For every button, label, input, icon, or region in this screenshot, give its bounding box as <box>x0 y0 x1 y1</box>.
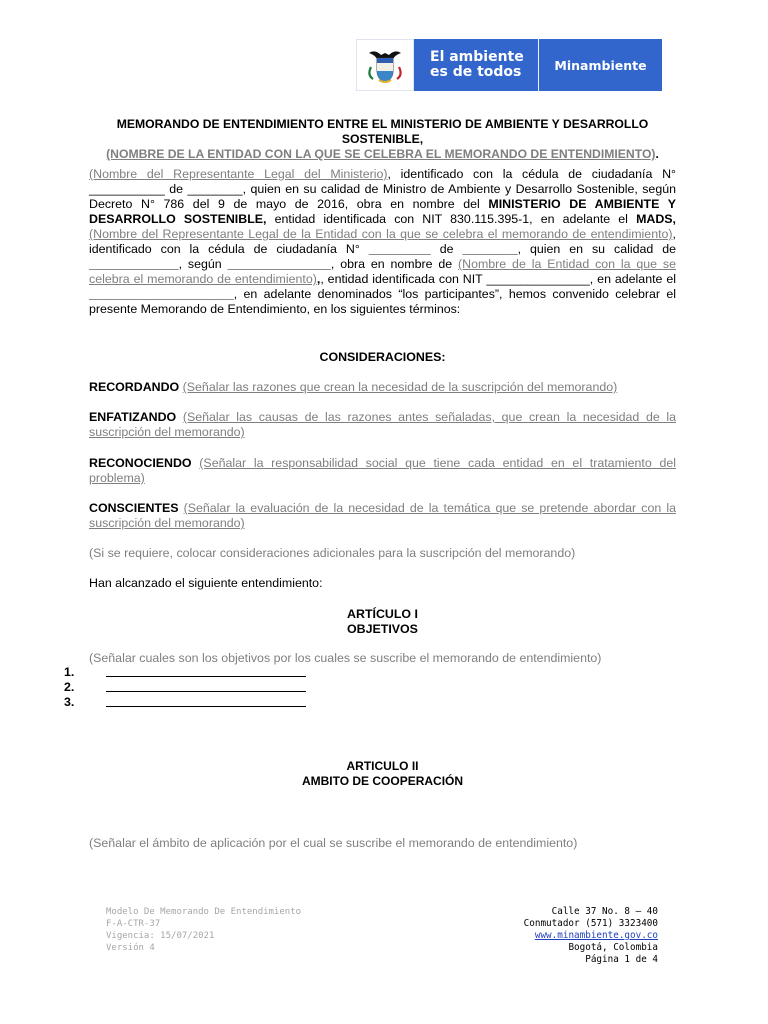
list-item-number: 3. <box>64 695 75 709</box>
banner-brand: Minambiente <box>554 57 647 73</box>
blank-line <box>106 665 306 677</box>
intro-text-5: de <box>430 242 463 256</box>
title-end-mark: . <box>655 147 659 161</box>
consideration-recordando <box>89 380 676 395</box>
blank-cedula: _________ <box>368 242 431 256</box>
scope-instruction: (Señalar el ámbito de aplicación por el cual se suscribe el memorando de entendimiento) <box>89 836 578 850</box>
article-2-number: ARTICULO II <box>346 759 419 773</box>
considerations-heading: CONSIDERACIONES: <box>319 350 446 364</box>
consideration-text: (Señalar las razones que crean la necesidad de la suscripción del memorando) <box>182 380 618 394</box>
additional-considerations-note: (Si se requiere, colocar consideraciones adicionales para la suscripción del memorando) <box>89 546 576 560</box>
consideration-label: ENFATIZANDO <box>89 410 177 424</box>
article-2-heading <box>89 759 676 789</box>
blank-line <box>106 695 306 707</box>
footer-phone: Conmutador (571) 3323400 <box>523 918 658 929</box>
consideration-text: (Señalar la evaluación de la necesidad de la temática que se pretende abordar con la suscripción del memorando) <box>89 501 676 530</box>
seal-container <box>356 39 414 91</box>
intro-text-1: , identificado con la cédula de ciudadanía N° ___________ de ________, quien en su calidad de Ministro de Ambiente y Desarrollo Sostenible, según Decreto N° 786 del 9 de mayo de 2016, obra en nombre del <box>89 167 676 211</box>
consideration-label: CONSCIENTES <box>89 501 179 515</box>
blank-line <box>106 680 306 692</box>
objectives-instruction: (Señalar cuales son los objetivos por los cuales se suscribe el memorando de entendimiento) <box>89 651 602 665</box>
list-item <box>64 665 306 680</box>
intro-text-8: , obra en nombre de <box>330 257 458 271</box>
intro-text-9: , entidad identificada con NIT _______________, en adelante el <box>320 272 676 286</box>
blank-adelante: _____________________ <box>89 287 234 301</box>
consideration-label: RECONOCIENDO <box>89 456 192 470</box>
article-1-name: OBJETIVOS <box>347 622 418 636</box>
footer-contact <box>524 906 658 966</box>
footer-form-code: F-A-CTR-37 <box>106 919 161 929</box>
document-title <box>89 117 676 162</box>
footer-website-link[interactable]: www.minambiente.gov.co <box>534 930 658 941</box>
article-1-number: ARTÍCULO I <box>347 607 418 621</box>
consideration-text: (Señalar las causas de las razones antes señaladas, que crean la necesidad de la suscripción del memorando) <box>89 410 676 439</box>
article-1-heading <box>89 607 676 637</box>
list-item <box>64 680 306 695</box>
blank-de: ________ <box>462 242 518 256</box>
blank-calidad: _____________ <box>89 257 179 271</box>
footer-form-name: Modelo De Memorando De Entendimiento <box>106 907 302 917</box>
consideration-conscientes <box>89 501 676 531</box>
intro-text-6: , quien en su calidad de <box>517 242 676 256</box>
footer-document-info <box>106 906 301 954</box>
intro-text-10: , en adelante denominados “los participantes”, hemos convenido celebrar el presente Memorando de Entendimiento, en los siguientes términos: <box>89 287 676 316</box>
intro-text-4: , identificado con la cédula de ciudadanía N° <box>89 227 676 256</box>
footer-address: Calle 37 No. 8 – 40 <box>551 906 658 917</box>
intro-paragraph <box>89 167 676 317</box>
consideration-label: RECORDANDO <box>89 380 180 394</box>
list-item-number: 2. <box>64 680 75 694</box>
colombia-coat-of-arms-icon <box>365 45 405 85</box>
blank-segun: _______________ <box>227 257 331 271</box>
consideration-text: (Señalar la responsabilidad social que tiene cada entidad en el tratamiento del problema) <box>89 456 677 485</box>
header-banner <box>356 39 662 91</box>
entity-representative-placeholder: (Nombre del Representante Legal de la Entidad con la que se celebra el memorando de entendimiento) <box>89 227 673 241</box>
ministry-name: MINISTERIO DE AMBIENTE Y DESARROLLO SOSTENIBLE, <box>89 197 676 226</box>
banner-divider <box>538 39 539 91</box>
banner-slogan <box>414 39 538 91</box>
list-item <box>64 695 306 710</box>
comma-mark: , <box>316 272 321 286</box>
entity-name-placeholder: (Nombre de la Entidad con la que se celebra el memorando de entendimiento) <box>89 257 677 286</box>
article-2-name: AMBITO DE COOPERACIÓN <box>301 774 464 788</box>
title-line1: MEMORANDO DE ENTENDIMIENTO ENTRE EL MINISTERIO DE AMBIENTE Y DESARROLLO SOSTENIBLE, <box>116 117 649 146</box>
banner-slogan-line1: El ambiente <box>430 49 524 65</box>
ministry-representative-placeholder: (Nombre del Representante Legal del Ministerio) <box>89 167 388 181</box>
consideration-enfatizando <box>89 410 676 440</box>
agreement-statement: Han alcanzado el siguiente entendimiento: <box>89 576 323 590</box>
objectives-list <box>64 665 306 710</box>
consideration-reconociendo <box>89 456 676 486</box>
footer-version: Versión 4 <box>106 943 155 953</box>
banner-slogan-line2: es de todos <box>430 64 522 80</box>
title-entity-placeholder: (NOMBRE DE LA ENTIDAD CON LA QUE SE CELEBRA EL MEMORANDO DE ENTENDIMIENTO) <box>106 147 656 161</box>
list-item-number: 1. <box>64 665 75 679</box>
footer-page-number: Página 1 de 4 <box>585 954 658 965</box>
footer-city: Bogotá, Colombia <box>568 942 658 953</box>
mads-acronym: MADS, <box>636 212 676 226</box>
footer-validity: Vigencia: 15/07/2021 <box>106 931 215 941</box>
intro-text-2: entidad identificada con NIT 830.115.395-1, en adelante el <box>266 212 637 226</box>
intro-text-7: , según <box>178 257 228 271</box>
